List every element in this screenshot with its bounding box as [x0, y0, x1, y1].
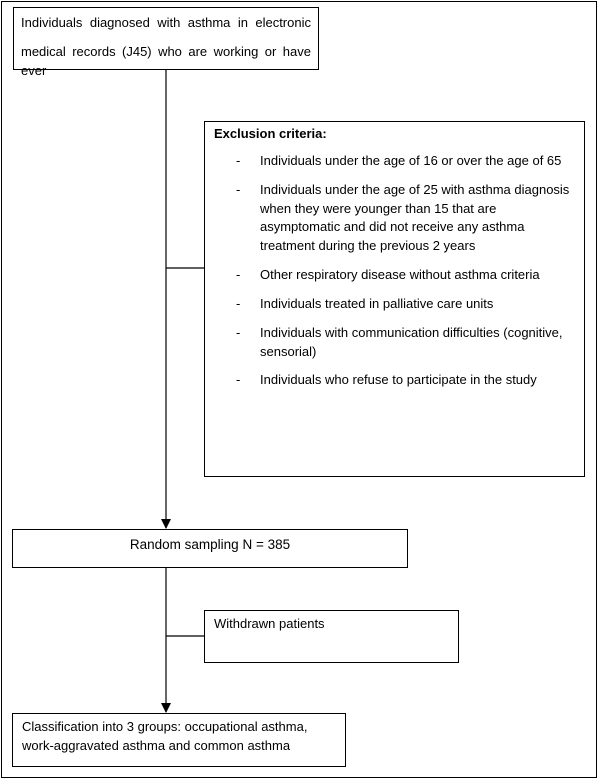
exclusion-criterion-text: Individuals under the age of 16 or over the age of 65	[260, 152, 562, 168]
bullet-dash: -	[236, 267, 241, 283]
random-sampling-label: Random sampling N = 385	[129, 537, 291, 552]
exclusion-criterion-text: Individuals treated in palliative care units	[260, 295, 494, 311]
withdrawn-patients-box	[204, 610, 459, 663]
classification-label: Classification into 3 groups: occupational asthma, work-aggravated asthma and common asthma	[22, 719, 308, 753]
start-population-line-2: medical records (J45) who are working or have ever	[21, 43, 311, 78]
exclusion-criteria-list	[214, 152, 575, 390]
bullet-dash: -	[236, 324, 241, 340]
exclusion-criterion-text: Individuals who refuse to participate in the study	[260, 372, 537, 388]
bullet-dash: -	[236, 181, 241, 197]
exclusion-criterion	[214, 181, 575, 256]
exclusion-criterion	[214, 295, 575, 314]
start-population-box	[13, 7, 319, 78]
exclusion-criterion-text: Other respiratory disease without asthma criteria	[260, 267, 540, 283]
exclusion-criterion-text: Individuals under the age of 25 with asthma diagnosis when they were younger than 15 that are asymptomatic and did not receive any asthma treatment during the previous 2 years	[260, 181, 570, 254]
exclusion-criterion	[214, 324, 575, 362]
bullet-dash: -	[236, 295, 241, 311]
bullet-dash: -	[236, 372, 241, 388]
classification-box	[12, 713, 346, 767]
exclusion-criterion	[214, 152, 575, 171]
exclusion-criterion-text: Individuals with communication difficulties (cognitive, sensorial)	[260, 324, 563, 359]
withdrawn-patients-label: Withdrawn patients	[214, 616, 325, 631]
start-population-line-1: Individuals diagnosed with asthma in electronic	[21, 15, 311, 30]
exclusion-criterion	[214, 371, 575, 390]
random-sampling-box	[12, 529, 408, 568]
exclusion-criteria-title: Exclusion criteria:	[214, 126, 327, 141]
exclusion-criteria-box	[204, 121, 585, 477]
bullet-dash: -	[236, 152, 241, 168]
exclusion-criterion	[214, 266, 575, 285]
